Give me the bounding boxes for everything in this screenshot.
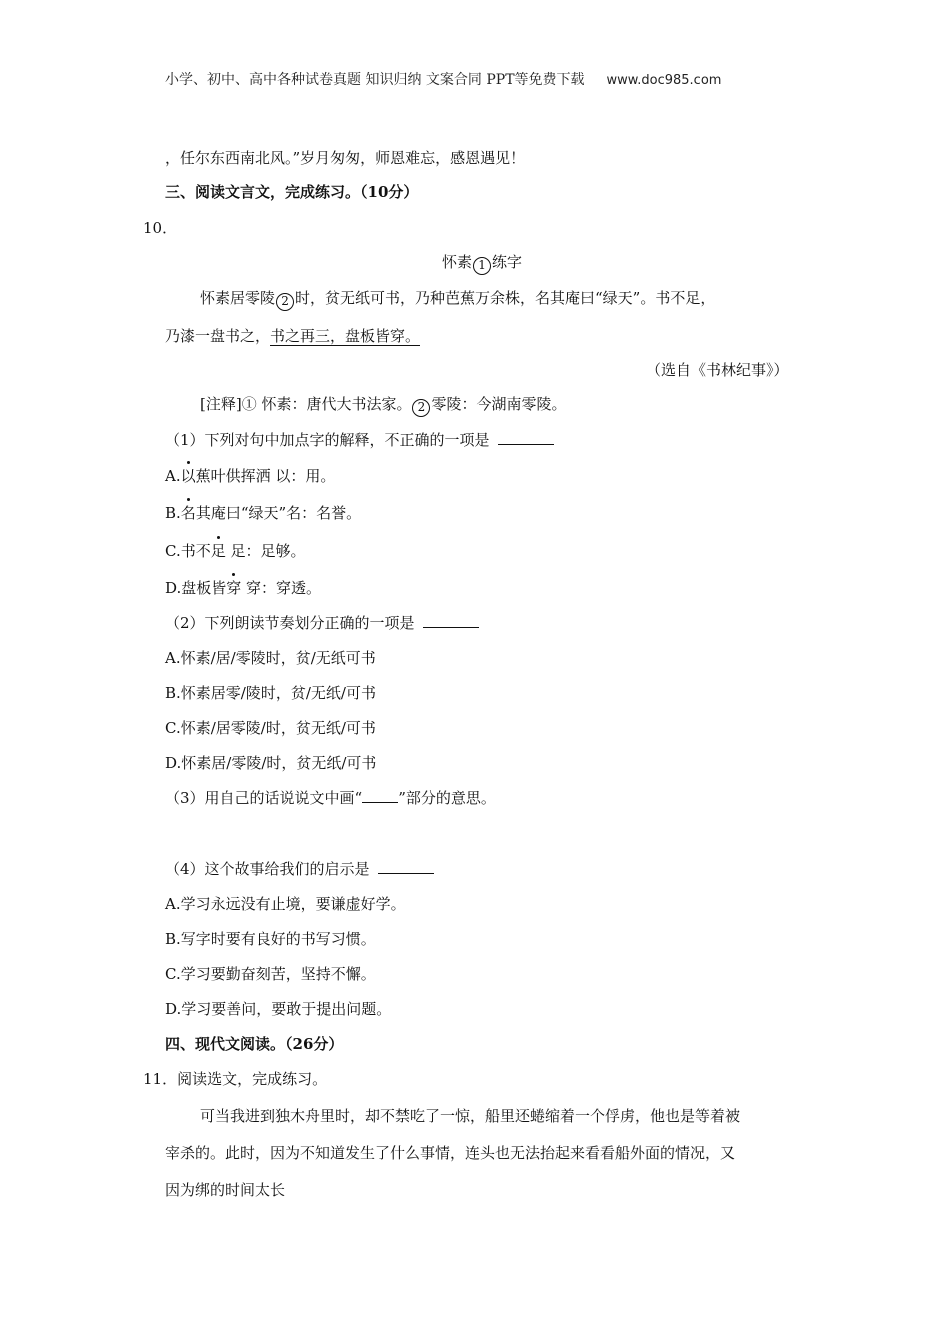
question-3 bbox=[165, 788, 496, 808]
passage-title bbox=[442, 252, 522, 275]
passage-2a: 乃漆一盘书之， bbox=[165, 327, 271, 345]
passage-source: （选自《书林纪事》） bbox=[646, 361, 789, 379]
passage-line-1 bbox=[200, 288, 715, 311]
reading-line-1: 可当我进到独木舟里时，却不禁吃了一惊，船里还蜷缩着一个俘虏，他也是等着被 bbox=[200, 1107, 741, 1125]
section3-title: 三、阅读文言文，完成练习。（10分） bbox=[165, 183, 419, 201]
continued-line: ，任尔东西南北风。”岁月匆匆，师恩难忘，感恩遇见！ bbox=[165, 149, 526, 167]
dotted-char: 足 bbox=[210, 542, 226, 560]
answer-blank[interactable] bbox=[423, 613, 479, 628]
q4-option-d: D.学习要善问，要敢于提出问题。 bbox=[165, 1000, 392, 1018]
reading-line-3: 因为绑的时间太长 bbox=[165, 1181, 286, 1199]
section4-title: 四、现代文阅读。（26分） bbox=[165, 1035, 344, 1053]
title-part-a: 怀素 bbox=[442, 253, 473, 271]
question-3-a: （3）用自己的话说说文中画“ bbox=[165, 789, 363, 807]
answer-blank[interactable] bbox=[498, 430, 554, 445]
annotation-2: 零陵：今湖南零陵。 bbox=[431, 395, 567, 413]
q1-option-a bbox=[165, 466, 335, 486]
note-marker-2: 2 bbox=[276, 293, 294, 311]
question-11: 11．阅读选文，完成练习。 bbox=[143, 1070, 328, 1088]
underlined-sentence: 书之再三，盘板皆穿。 bbox=[270, 327, 421, 345]
q1-option-d bbox=[165, 578, 321, 598]
q1-option-b bbox=[165, 503, 361, 523]
q1-option-c bbox=[165, 541, 306, 561]
q4-option-c: C.学习要勤奋刻苦，坚持不懈。 bbox=[165, 965, 376, 983]
header-text: 小学、初中、高中各种试卷真题 知识归纳 文案合同 PPT等免费下载 bbox=[165, 72, 585, 88]
q1-b-text: 其庵曰“绿天”名：名誉。 bbox=[195, 504, 362, 522]
note-marker-1: 1 bbox=[473, 257, 491, 275]
q1-b-prefix: B. bbox=[165, 504, 181, 522]
q2-option-c: C.怀素/居零陵/时，贫无纸/可书 bbox=[165, 719, 376, 737]
question-1-text: （1）下列对句中加点字的解释，不正确的一项是 bbox=[165, 431, 490, 449]
q1-a-prefix: A. bbox=[165, 467, 181, 485]
q2-option-a: A.怀素/居/零陵时，贫/无纸可书 bbox=[165, 649, 376, 667]
q2-option-d: D.怀素居/零陵/时，贫无纸/可书 bbox=[165, 754, 377, 772]
annotation-marker-2: 2 bbox=[412, 399, 430, 417]
q4-option-b: B.写字时要有良好的书写习惯。 bbox=[165, 930, 376, 948]
question-10-number: 10． bbox=[143, 219, 178, 237]
q1-c-prefix: C.书不 bbox=[165, 542, 211, 560]
page-header bbox=[165, 70, 721, 91]
q1-a-text: 蕉叶供挥洒 以：用。 bbox=[195, 467, 336, 485]
passage-line-2 bbox=[165, 326, 420, 346]
dotted-char: 名 bbox=[180, 504, 196, 522]
passage-1b: 时，贫无纸可书，乃种芭蕉万余株，名其庵曰“绿天”。书不足， bbox=[295, 289, 716, 307]
q1-d-text: 穿：穿透。 bbox=[241, 579, 322, 597]
answer-blank[interactable] bbox=[378, 859, 434, 874]
q2-option-b: B.怀素居零/陵时，贫/无纸/可书 bbox=[165, 684, 376, 702]
question-3-b: ”部分的意思。 bbox=[398, 789, 496, 807]
annotation bbox=[200, 394, 567, 417]
question-2 bbox=[165, 613, 479, 633]
title-part-b: 练字 bbox=[492, 253, 523, 271]
question-4 bbox=[165, 859, 434, 879]
q1-d-prefix: D.盘板皆 bbox=[165, 579, 227, 597]
question-1 bbox=[165, 430, 554, 450]
reading-line-2: 宰杀的。此时，因为不知道发生了什么事情，连头也无法抬起来看看船外面的情况，又 bbox=[165, 1144, 736, 1162]
dotted-char: 穿 bbox=[226, 579, 242, 597]
header-site: www.doc985.com bbox=[606, 73, 722, 88]
passage-1a: 怀素居零陵 bbox=[200, 289, 276, 307]
q1-c-text: 足：足够。 bbox=[225, 542, 306, 560]
question-4-text: （4）这个故事给我们的启示是 bbox=[165, 860, 370, 878]
annotation-1: [注释]① 怀素：唐代大书法家。 bbox=[200, 395, 412, 413]
dotted-char: 以 bbox=[180, 467, 196, 485]
quote-blank bbox=[362, 788, 398, 803]
q4-option-a: A.学习永远没有止境，要谦虚好学。 bbox=[165, 895, 406, 913]
question-2-text: （2）下列朗读节奏划分正确的一项是 bbox=[165, 614, 415, 632]
